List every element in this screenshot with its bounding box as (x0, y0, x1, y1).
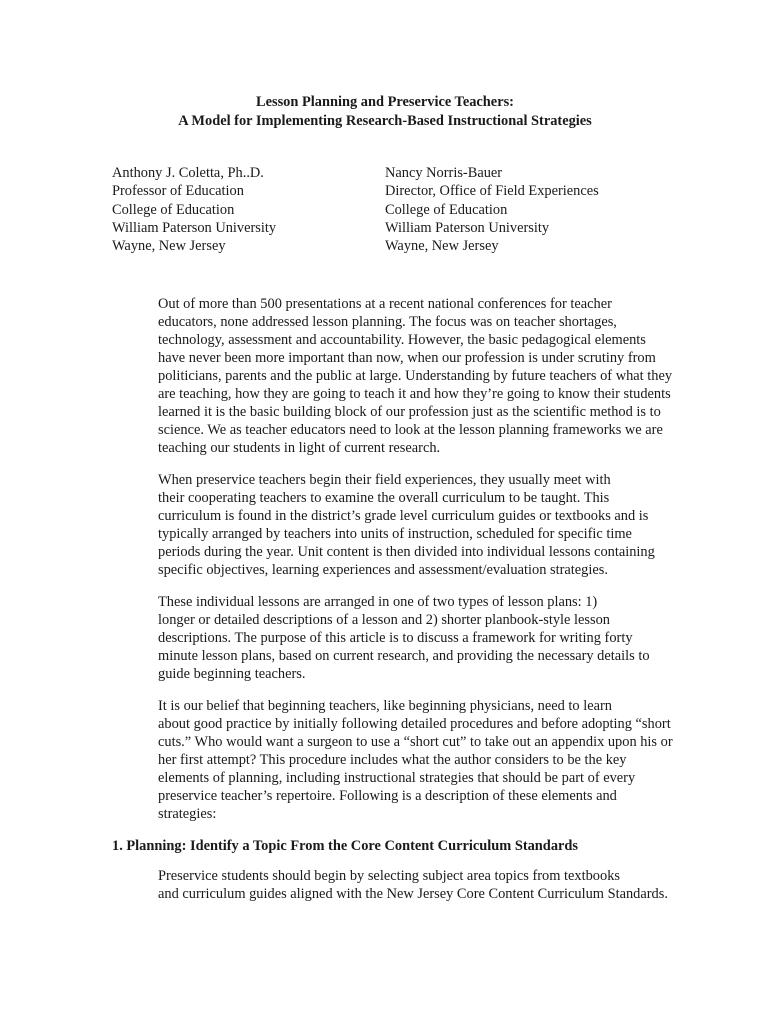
text-line: guide beginning teachers. (158, 666, 306, 682)
text-line: These individual lessons are arranged in one of two types of lesson plans: 1) (158, 594, 598, 610)
author-right-line: William Paterson University (385, 219, 550, 236)
text-line: educators, none addressed lesson planning. The focus was on teacher shortages, (158, 314, 617, 330)
author-left-line: William Paterson University (112, 219, 277, 236)
author-left (112, 164, 276, 255)
text-line: their cooperating teachers to examine the overall curriculum to be taught. This (158, 490, 610, 506)
paragraph (112, 593, 660, 683)
text-line: are teaching, how they are going to teach it and how they’re going to know their students (158, 386, 671, 402)
text-line: about good practice by initially following detailed procedures and before adopting “short (158, 716, 671, 732)
text-line: minute lesson plans, based on current research, and providing the necessary details to (158, 648, 650, 664)
text-line: specific objectives, learning experiences and assessment/evaluation strategies. (158, 562, 608, 578)
text-line: science. We as teacher educators need to look at the lesson planning frameworks we are (158, 422, 663, 438)
author-right (385, 164, 599, 255)
text-line: When preservice teachers begin their field experiences, they usually meet with (158, 472, 611, 488)
text-line: cuts.” Who would want a surgeon to use a “short cut” to take out an appendix upon his or (158, 734, 673, 750)
text-line: longer or detailed descriptions of a lesson and 2) shorter planbook-style lesson (158, 612, 610, 628)
text-line: teaching our students in light of current research. (158, 440, 441, 456)
text-line: strategies: (158, 806, 217, 822)
text-line: periods during the year. Unit content is then divided into individual lessons containing (158, 544, 655, 560)
text-line: her first attempt? This procedure includes what the author considers to be the key (158, 752, 627, 768)
text-line: descriptions. The purpose of this article is to discuss a framework for writing forty (158, 630, 633, 646)
paragraph (112, 471, 660, 579)
text-line: elements of planning, including instructional strategies that should be part of every (158, 770, 636, 786)
text-line: typically arranged by teachers into units of instruction, scheduled for specific time (158, 526, 632, 542)
author-left-line: Professor of Education (112, 183, 244, 200)
text-line: Out of more than 500 presentations at a recent national conferences for teacher (158, 296, 612, 312)
text-line: preservice teacher’s repertoire. Following is a description of these elements and (158, 788, 617, 804)
text-line: Preservice students should begin by selecting subject area topics from textbooks (158, 868, 620, 884)
title-line-2: A Model for Implementing Research-Based Instructional Strategies (178, 112, 592, 129)
text-line: curriculum is found in the district’s grade level curriculum guides or textbooks and is (158, 508, 649, 524)
text-line: and curriculum guides aligned with the New Jersey Core Content Curriculum Standards. (158, 886, 668, 902)
paper-title (110, 93, 660, 130)
paragraph (112, 295, 673, 457)
author-right-line: Wayne, New Jersey (385, 238, 499, 255)
text-line: politicians, parents and the public at large. Understanding by future teachers of what they (158, 368, 673, 384)
author-right-line: Nancy Norris-Bauer (385, 165, 503, 181)
text-line: have never been more important than now, when our profession is under scrutiny from (158, 350, 656, 366)
author-left-line: Anthony J. Coletta, Ph..D. (112, 165, 264, 181)
author-right-line: College of Education (385, 201, 508, 218)
author-left-line: College of Education (112, 201, 235, 218)
text-line: learned it is the basic building block of our profession just as the scientific method is to (158, 404, 661, 420)
author-right-line: Director, Office of Field Experiences (385, 183, 599, 200)
section-heading: 1. Planning: Identify a Topic From the Core Content Curriculum Standards (112, 838, 579, 854)
text-line: technology, assessment and accountability. However, the basic pedagogical elements (158, 332, 646, 348)
author-left-line: Wayne, New Jersey (112, 238, 226, 255)
paragraph (112, 867, 668, 903)
article-body (112, 295, 673, 917)
text-line: It is our belief that beginning teachers, like beginning physicians, need to learn (158, 698, 612, 714)
title-line-1: Lesson Planning and Preservice Teachers: (256, 94, 514, 110)
paragraph (112, 697, 673, 823)
